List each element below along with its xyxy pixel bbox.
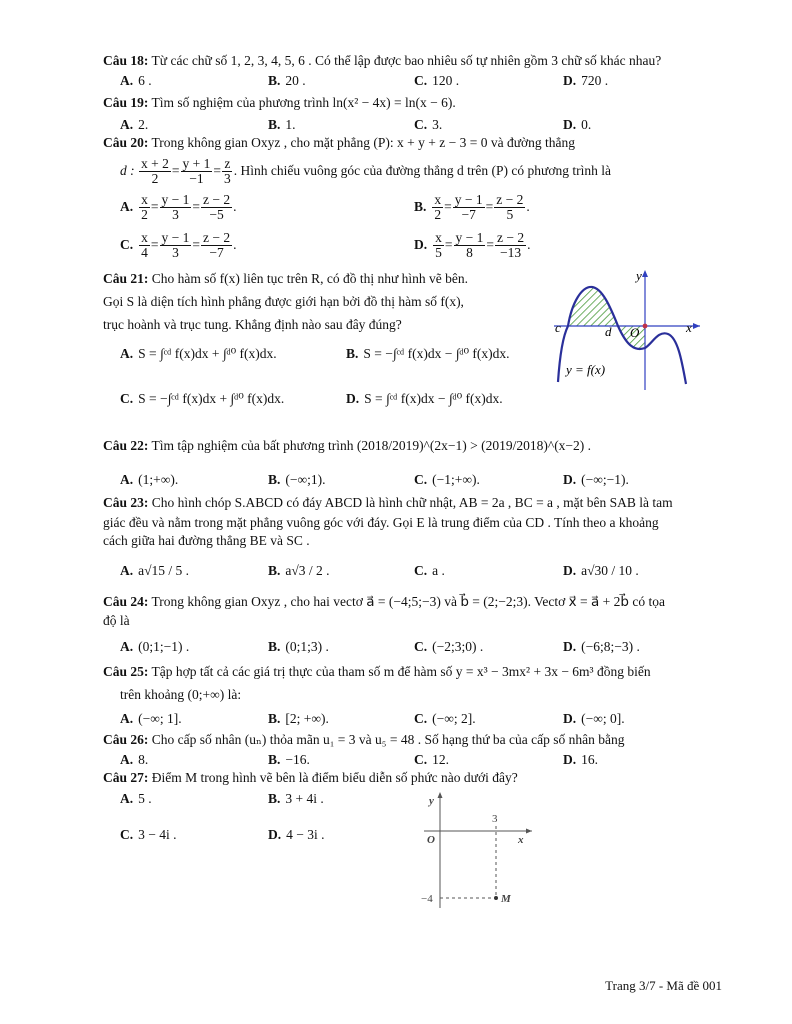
q25-option-b[interactable]: B. [2; +∞). [268,711,329,726]
plane-tick-3: 3 [492,813,498,825]
q20-option-c[interactable]: C. $\frac{x}{4}$ = $\frac{y - 1}{3}$ = $\frac{z - 2}{-7}$ . [120,230,237,261]
q27-option-c[interactable]: C. 3 − 4i . [120,827,177,842]
question-23: Câu 23: Cho hình chóp S.ABCD có đáy ABCD là hình chữ nhật, AB = 2a , BC = a , mặt bên SAB là tam [103,495,673,510]
question-26: Câu 26: Cho cấp số nhân (uₙ) thỏa mãn u₁ = 3 và u₅ = 48 . Số hạng thứ ba của cấp số nhân bằng [103,732,625,747]
q26-option-a[interactable]: A. 8. [120,752,149,767]
graph-origin-label: O [630,325,640,340]
question-22: Câu 22: Tìm tập nghiệm của bất phương trình (2018/2019)^(2x−1) > (2019/2018)^(x−2) . [103,438,592,453]
q25-option-d[interactable]: D. (−∞; 0]. [563,711,625,726]
q20-option-a[interactable]: A. $\frac{x}{2}$ = $\frac{y - 1}{3}$ = $\frac{z - 2}{-5}$ . [120,192,237,223]
q22-option-c[interactable]: C. (−1;+∞). [414,472,480,487]
q24-option-c[interactable]: C. (−2;3;0) . [414,639,484,654]
question-25: Câu 25: Tập hợp tất cả các giá trị thực của tham số m để hàm số y = x³ − 3mx² + 3x − 6m³ đồng biến [103,664,651,679]
question-18: Câu 18: Từ các chữ số 1, 2, 3, 4, 5, 6 . Có thể lập được bao nhiêu số tự nhiên gồm 3 chữ số khác nhau? [103,53,662,68]
q22-option-a[interactable]: A. (1;+∞). [120,472,179,487]
q21-option-c[interactable]: C. S = −∫ᶜᵈ f(x)dx + ∫ᵈ⁰ f(x)dx. [120,391,285,406]
question-27: Câu 27: Điểm M trong hình vẽ bên là điểm biểu diễn số phức nào dưới đây? [103,770,518,785]
q18-option-a[interactable]: A. 6 . [120,73,152,88]
q23-line-3: cách giữa hai đường thẳng BE và SC . [103,533,310,548]
graph-function-label: y = f(x) [566,362,606,377]
origin-point [643,324,648,329]
question-24: Câu 24: Trong không gian Oxyz , cho hai vectơ a⃗ = (−4;5;−3) và b⃗ = (2;−2;3). Vectơ x⃗ = a⃗ + 2b⃗ có tọa [103,594,665,609]
q19-option-d[interactable]: D. 0. [563,117,592,132]
plane-x-label: x [518,834,524,846]
q25-option-c[interactable]: C. (−∞; 2]. [414,711,476,726]
graph-y-label: y [636,268,642,283]
q21-function-graph [548,262,708,394]
q24-option-b[interactable]: B. (0;1;3) . [268,639,329,654]
q26-option-b[interactable]: B. −16. [268,752,310,767]
q22-option-d[interactable]: D. (−∞;−1). [563,472,629,487]
q21-option-b[interactable]: B. S = −∫ᶜᵈ f(x)dx − ∫ᵈ⁰ f(x)dx. [346,346,510,361]
q18-option-b[interactable]: B. 20 . [268,73,306,88]
q20-option-b[interactable]: B. $\frac{x}{2}$ = $\frac{y - 1}{-7}$ = $\frac{z - 2}{5}$ . [414,192,530,223]
q25-option-a[interactable]: A. (−∞; 1]. [120,711,182,726]
q21-option-a[interactable]: A. S = ∫ᶜᵈ f(x)dx + ∫ᵈ⁰ f(x)dx. [120,346,277,361]
question-20: Câu 20: Trong không gian Oxyz , cho mặt phẳng (P): x + y + z − 3 = 0 và đường thẳng [103,135,576,150]
q19-option-b[interactable]: B. 1. [268,117,296,132]
q20-line-d: d : $\frac{x + 2}{2}$ = $\frac{y + 1}{-1}$ = $\frac{z}{3}$ . Hình chiếu vuông góc của đường thẳng d trên (P) có phương trình là [120,156,611,187]
q21-option-d[interactable]: D. S = ∫ᶜᵈ f(x)dx − ∫ᵈ⁰ f(x)dx. [346,391,503,406]
plane-m-label: M [501,893,511,905]
point-m [494,896,498,900]
q18-option-c[interactable]: C. 120 . [414,73,460,88]
question-19: Câu 19: Tìm số nghiệm của phương trình ln(x² − 4x) = ln(x − 6). [103,95,456,110]
q22-option-b[interactable]: B. (−∞;1). [268,472,326,487]
plane-tick-minus4: −4 [421,893,433,905]
graph-c-label: c [555,320,561,335]
q27-option-d[interactable]: D. 4 − 3i . [268,827,325,842]
q26-option-d[interactable]: D. 16. [563,752,598,767]
q27-complex-plane [418,788,538,912]
q26-option-c[interactable]: C. 12. [414,752,449,767]
q23-option-b[interactable]: B. a√3 / 2 . [268,563,330,578]
q23-line-2: giác đều và nằm trong mặt phẳng vuông góc với đáy. Gọi E là trung điểm của CD . Tính theo a khoảng [103,515,659,530]
page-footer: Trang 3/7 - Mã đề 001 [605,978,722,993]
q23-option-c[interactable]: C. a . [414,563,445,578]
q19-option-a[interactable]: A. 2. [120,117,149,132]
plane-y-label: y [429,795,434,807]
q20-option-d[interactable]: D. $\frac{x}{5}$ = $\frac{y - 1}{8}$ = $\frac{z - 2}{-13}$ . [414,230,531,261]
q27-option-b[interactable]: B. 3 + 4i . [268,791,324,806]
q19-option-c[interactable]: C. 3. [414,117,443,132]
plane-origin-label: O [427,834,435,846]
q21-line-2: Gọi S là diện tích hình phẳng được giới hạn bởi đồ thị hàm số f(x), [103,294,464,309]
q24-line-2: độ là [103,613,130,628]
question-21: Câu 21: Cho hàm số f(x) liên tục trên R, có đồ thị như hình vẽ bên. [103,271,469,286]
q24-option-a[interactable]: A. (0;1;−1) . [120,639,190,654]
q21-line-3: trục hoành và trục tung. Khẳng định nào sau đây đúng? [103,317,402,332]
q18-option-d[interactable]: D. 720 . [563,73,609,88]
graph-x-label: x [686,320,692,335]
q23-option-a[interactable]: A. a√15 / 5 . [120,563,190,578]
q24-option-d[interactable]: D. (−6;8;−3) . [563,639,640,654]
q23-option-d[interactable]: D. a√30 / 10 . [563,563,639,578]
graph-d-label: d [605,324,612,339]
q27-option-a[interactable]: A. 5 . [120,791,152,806]
q25-line-2: trên khoảng (0;+∞) là: [120,687,242,702]
